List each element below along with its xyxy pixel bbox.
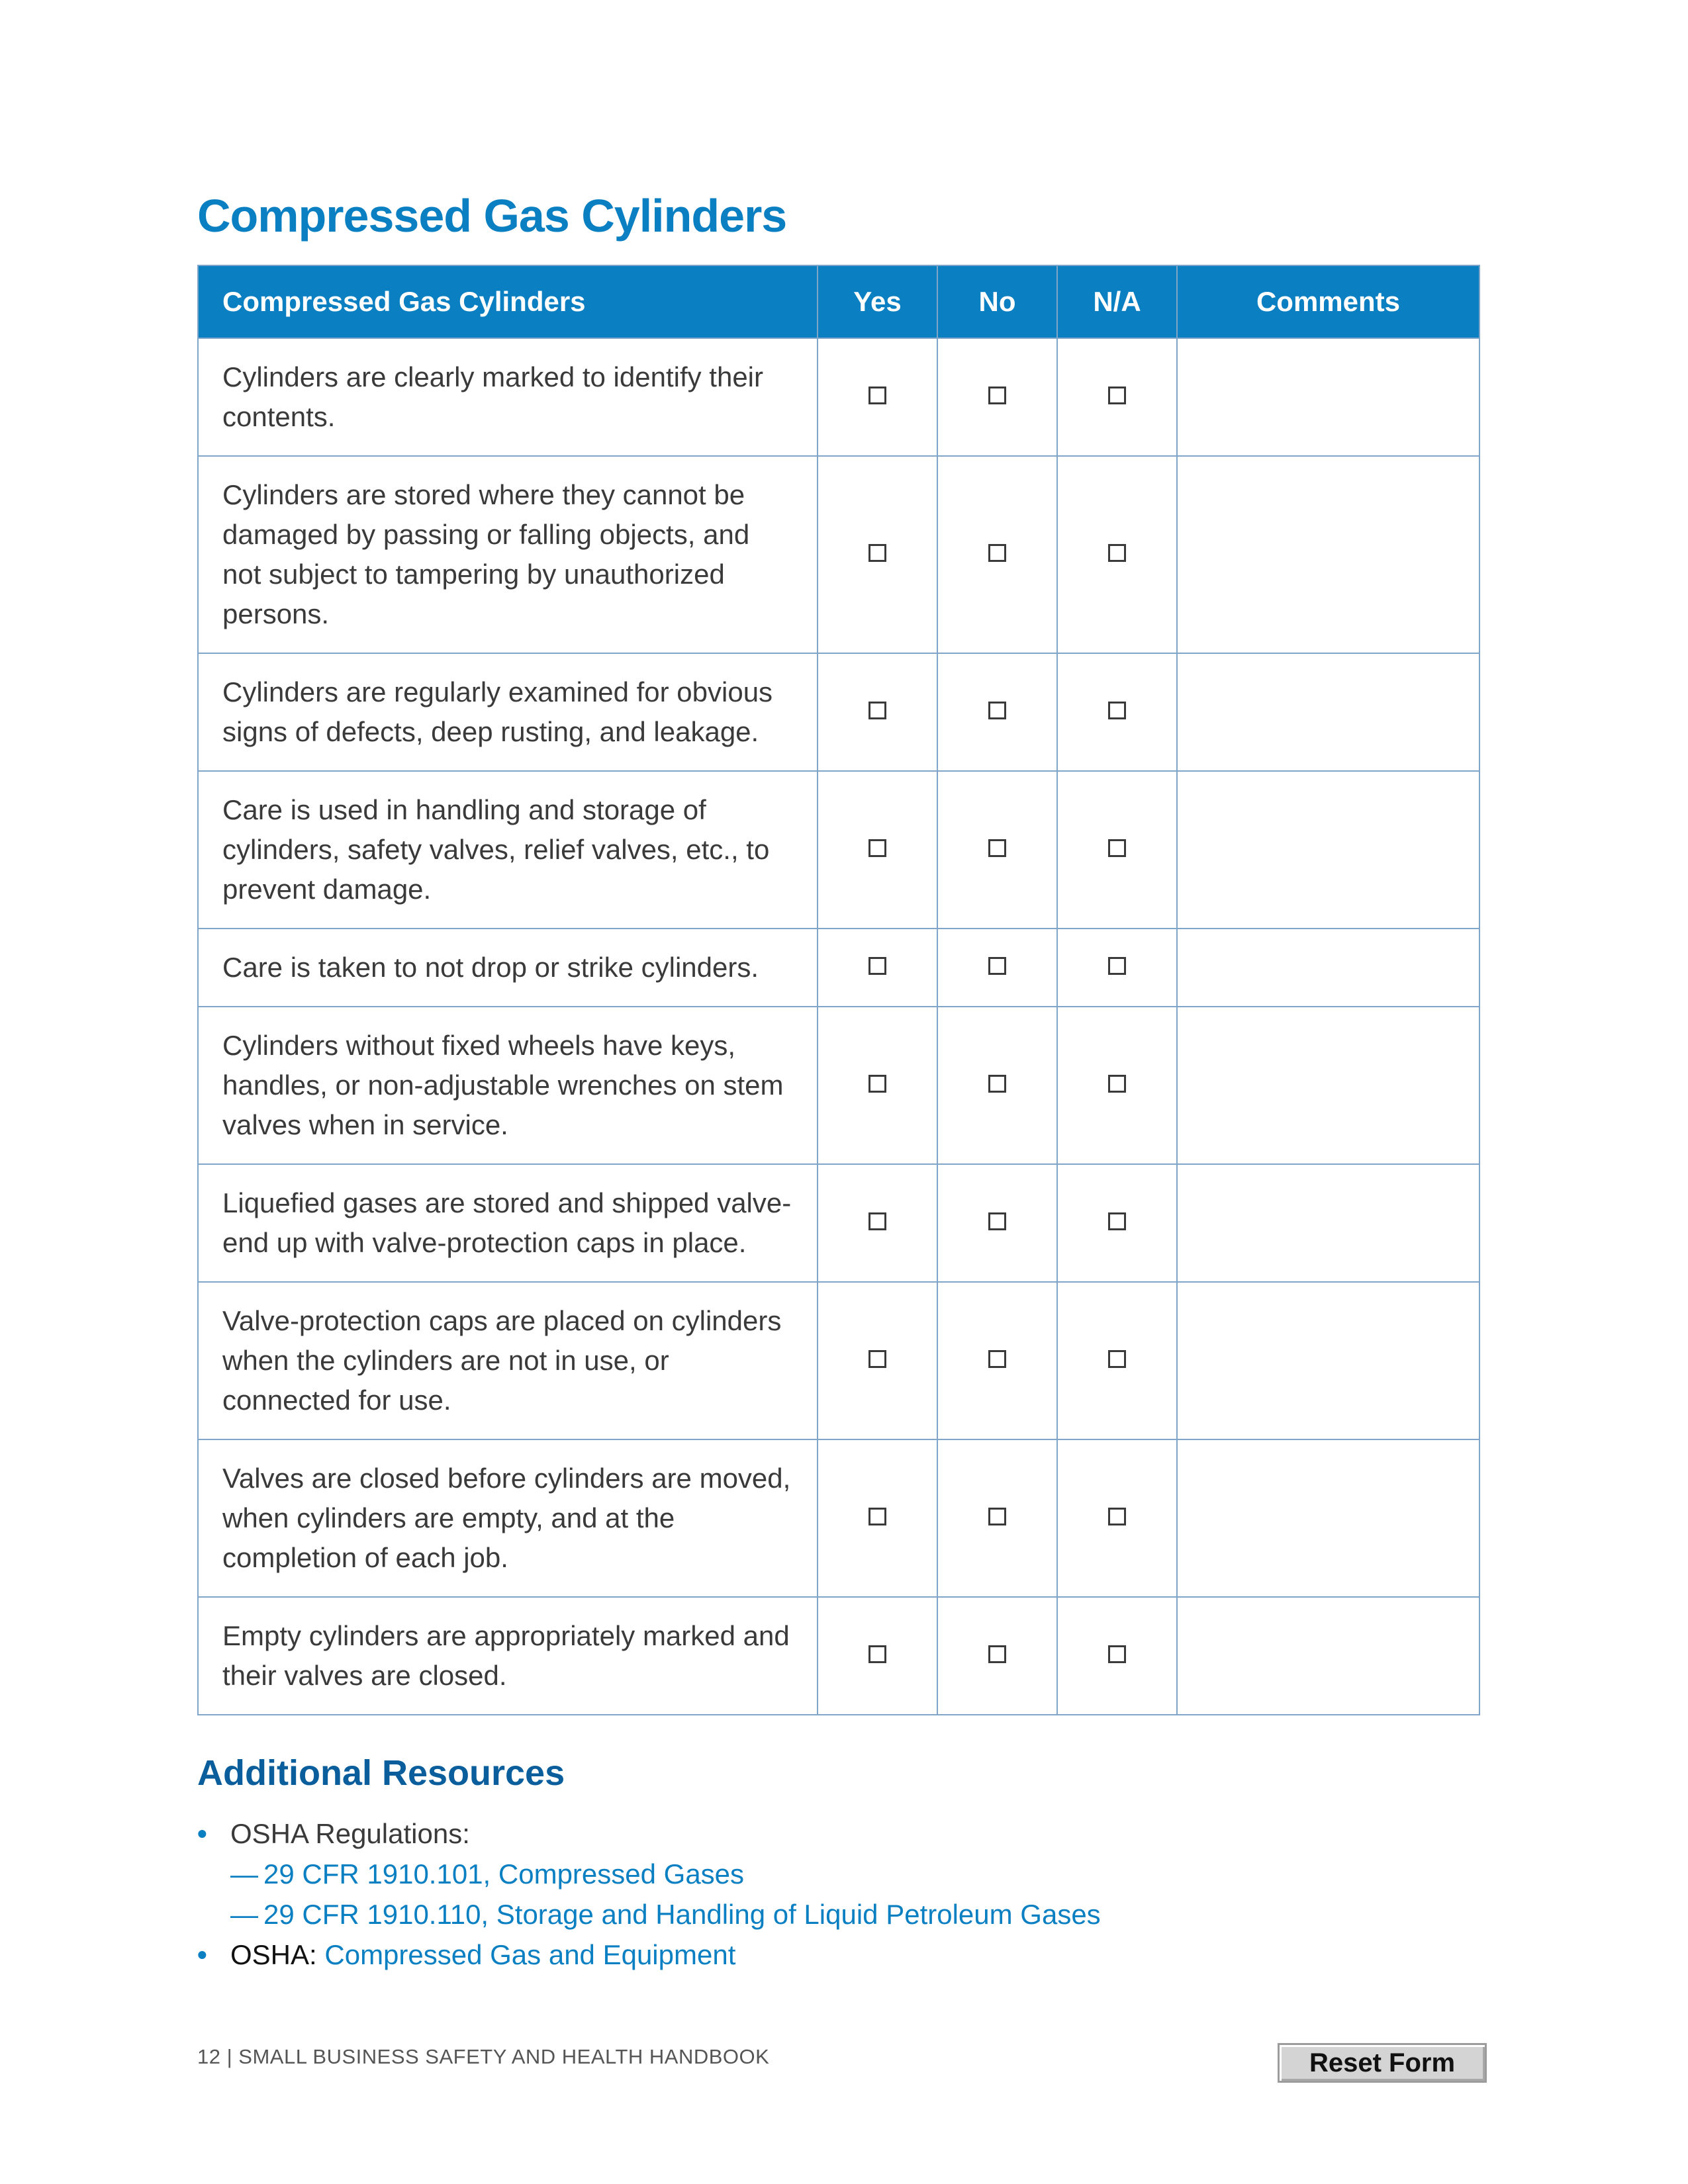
no-cell xyxy=(937,929,1057,1007)
na-checkbox[interactable] xyxy=(1108,387,1126,404)
yes-cell xyxy=(818,1007,937,1164)
column-header-no: No xyxy=(937,265,1057,338)
no-cell xyxy=(937,1597,1057,1715)
table-row xyxy=(198,1007,1479,1164)
osha-regulations-label: OSHA Regulations: xyxy=(230,1818,470,1849)
yes-checkbox[interactable] xyxy=(868,957,886,975)
no-cell xyxy=(937,653,1057,771)
checklist-item-text: Cylinders are regularly examined for obvious signs of defects, deep rusting, and leakage. xyxy=(198,653,818,771)
yes-cell xyxy=(818,1439,937,1597)
no-cell xyxy=(937,338,1057,456)
table-row xyxy=(198,1282,1479,1439)
yes-checkbox[interactable] xyxy=(868,1645,886,1663)
na-checkbox[interactable] xyxy=(1108,1645,1126,1663)
na-checkbox[interactable] xyxy=(1108,544,1126,562)
no-cell xyxy=(937,1164,1057,1282)
yes-checkbox[interactable] xyxy=(868,702,886,719)
checklist-item-text: Care is taken to not drop or strike cylinders. xyxy=(198,929,818,1007)
no-cell xyxy=(937,456,1057,653)
na-cell xyxy=(1057,456,1177,653)
yes-checkbox[interactable] xyxy=(868,544,886,562)
no-checkbox[interactable] xyxy=(988,387,1006,404)
na-cell xyxy=(1057,1282,1177,1439)
page-title: Compressed Gas Cylinders xyxy=(197,190,787,242)
regulation-link-1910-110[interactable]: 29 CFR 1910.110, Storage and Handling of Liquid Petroleum Gases xyxy=(263,1899,1101,1930)
no-checkbox[interactable] xyxy=(988,1645,1006,1663)
checklist-item-text: Cylinders are stored where they cannot be damaged by passing or falling objects, and not subject to tampering by unauthorized persons. xyxy=(198,456,818,653)
table-header-row xyxy=(198,265,1479,338)
reset-form-button[interactable]: Reset Form xyxy=(1278,2043,1487,2083)
no-checkbox[interactable] xyxy=(988,544,1006,562)
yes-cell xyxy=(818,929,937,1007)
yes-cell xyxy=(818,1282,937,1439)
compressed-gas-equipment-link[interactable]: Compressed Gas and Equipment xyxy=(324,1939,736,1970)
na-checkbox[interactable] xyxy=(1108,957,1126,975)
comments-field[interactable] xyxy=(1177,1282,1479,1439)
checklist-item-text: Cylinders without fixed wheels have keys, handles, or non-adjustable wrenches on stem valves when in service. xyxy=(198,1007,818,1164)
checklist-table xyxy=(197,265,1480,1715)
na-cell xyxy=(1057,1597,1177,1715)
na-checkbox[interactable] xyxy=(1108,839,1126,857)
page-footer xyxy=(197,2045,769,2069)
no-checkbox[interactable] xyxy=(988,702,1006,719)
yes-cell xyxy=(818,1164,937,1282)
yes-cell xyxy=(818,456,937,653)
column-header-yes: Yes xyxy=(818,265,937,338)
yes-cell xyxy=(818,653,937,771)
yes-cell xyxy=(818,338,937,456)
comments-field[interactable] xyxy=(1177,1164,1479,1282)
comments-field[interactable] xyxy=(1177,456,1479,653)
na-cell xyxy=(1057,653,1177,771)
na-cell xyxy=(1057,929,1177,1007)
no-checkbox[interactable] xyxy=(988,1075,1006,1093)
table-row xyxy=(198,653,1479,771)
dash-icon: — xyxy=(230,1899,258,1930)
na-checkbox[interactable] xyxy=(1108,702,1126,719)
na-cell xyxy=(1057,1439,1177,1597)
no-cell xyxy=(937,771,1057,929)
handbook-title: SMALL BUSINESS SAFETY AND HEALTH HANDBOOK xyxy=(238,2045,770,2068)
na-cell xyxy=(1057,771,1177,929)
checklist-item-text: Cylinders are clearly marked to identify their contents. xyxy=(198,338,818,456)
no-cell xyxy=(937,1007,1057,1164)
column-header-item: Compressed Gas Cylinders xyxy=(198,265,818,338)
column-header-comments: Comments xyxy=(1177,265,1479,338)
yes-checkbox[interactable] xyxy=(868,1075,886,1093)
table-row xyxy=(198,1597,1479,1715)
checklist-item-text: Empty cylinders are appropriately marked and their valves are closed. xyxy=(198,1597,818,1715)
yes-checkbox[interactable] xyxy=(868,839,886,857)
resources-heading: Additional Resources xyxy=(197,1753,565,1793)
comments-field[interactable] xyxy=(1177,1439,1479,1597)
list-item xyxy=(197,1934,1101,1975)
table-row xyxy=(198,929,1479,1007)
na-checkbox[interactable] xyxy=(1108,1212,1126,1230)
bullet-icon: • xyxy=(197,1818,207,1849)
table-row xyxy=(198,338,1479,456)
list-item xyxy=(230,1894,1101,1934)
regulation-link-1910-101[interactable]: 29 CFR 1910.101, Compressed Gases xyxy=(263,1858,745,1889)
yes-checkbox[interactable] xyxy=(868,1508,886,1525)
no-checkbox[interactable] xyxy=(988,957,1006,975)
checklist-item-text: Valves are closed before cylinders are moved, when cylinders are empty, and at the completion of each job. xyxy=(198,1439,818,1597)
no-cell xyxy=(937,1439,1057,1597)
na-checkbox[interactable] xyxy=(1108,1350,1126,1368)
comments-field[interactable] xyxy=(1177,929,1479,1007)
footer-separator: | xyxy=(226,2045,233,2068)
list-item xyxy=(230,1854,1101,1894)
table-row xyxy=(198,1164,1479,1282)
page-number: 12 xyxy=(197,2045,221,2068)
na-cell xyxy=(1057,1007,1177,1164)
bullet-icon: • xyxy=(197,1939,207,1970)
na-checkbox[interactable] xyxy=(1108,1508,1126,1525)
yes-cell xyxy=(818,1597,937,1715)
resources-list xyxy=(197,1813,1101,1975)
comments-field[interactable] xyxy=(1177,653,1479,771)
regulations-sublist xyxy=(230,1854,1101,1934)
na-checkbox[interactable] xyxy=(1108,1075,1126,1093)
column-header-na: N/A xyxy=(1057,265,1177,338)
table-row xyxy=(198,1439,1479,1597)
comments-field[interactable] xyxy=(1177,771,1479,929)
table-row xyxy=(198,456,1479,653)
yes-cell xyxy=(818,771,937,929)
checklist-item-text: Liquefied gases are stored and shipped valve-end up with valve-protection caps in place. xyxy=(198,1164,818,1282)
checklist-item-text: Care is used in handling and storage of cylinders, safety valves, relief valves, etc., to prevent damage. xyxy=(198,771,818,929)
yes-checkbox[interactable] xyxy=(868,387,886,404)
yes-checkbox[interactable] xyxy=(868,1212,886,1230)
no-checkbox[interactable] xyxy=(988,1350,1006,1368)
list-item xyxy=(197,1813,1101,1934)
checklist-item-text: Valve-protection caps are placed on cylinders when the cylinders are not in use, or connected for use. xyxy=(198,1282,818,1439)
no-checkbox[interactable] xyxy=(988,839,1006,857)
na-cell xyxy=(1057,338,1177,456)
na-cell xyxy=(1057,1164,1177,1282)
no-cell xyxy=(937,1282,1057,1439)
table-row xyxy=(198,771,1479,929)
comments-field[interactable] xyxy=(1177,1007,1479,1164)
no-checkbox[interactable] xyxy=(988,1212,1006,1230)
comments-field[interactable] xyxy=(1177,338,1479,456)
dash-icon: — xyxy=(230,1858,258,1889)
comments-field[interactable] xyxy=(1177,1597,1479,1715)
no-checkbox[interactable] xyxy=(988,1508,1006,1525)
yes-checkbox[interactable] xyxy=(868,1350,886,1368)
osha-prefix: OSHA: xyxy=(230,1939,317,1970)
